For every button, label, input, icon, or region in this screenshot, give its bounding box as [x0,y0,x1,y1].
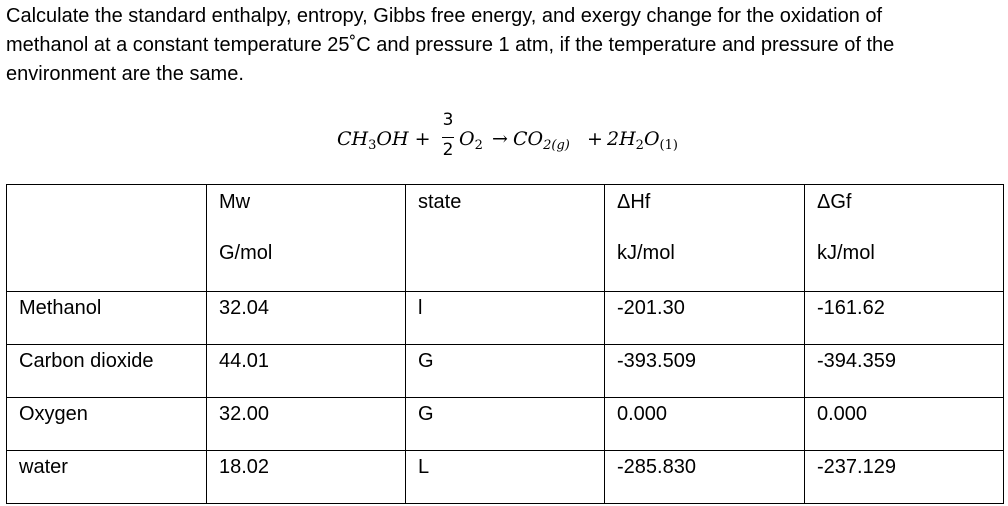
cell-dhf: -285.830 [605,451,805,504]
header-mw-unit: G/mol [219,242,273,264]
cell-mw: 44.01 [207,345,406,398]
cell-dgf: 0.000 [805,398,1004,451]
question-line-3: environment are the same. [6,63,244,85]
cell-state: l [406,292,605,345]
header-mw-label: Mw [219,191,251,213]
question-line-1: Calculate the standard enthalpy, entropy, Gibbs free energy, and exergy change for the oxidation of [6,5,883,27]
header-cell-dgf [805,185,1004,292]
cell-compound: Methanol [7,292,207,345]
reactant-methanol [337,128,431,153]
water-state: (1) [659,138,678,153]
coefficient-denominator: 2 [442,140,454,160]
oxygen-subscript: 2 [474,138,483,153]
oxygen-formula: O [459,128,475,150]
header-cell-blank [7,185,207,292]
header-cell-dhf [605,185,805,292]
question-text [6,2,1004,89]
water-formula-start: 2H [607,128,636,150]
reactant-oxygen [459,128,483,153]
table-header-row [7,185,1004,292]
header-dhf-unit: kJ/mol [617,242,675,264]
cell-mw: 32.00 [207,398,406,451]
header-dgf-unit: kJ/mol [817,242,875,264]
co2-formula: CO [513,128,544,150]
header-state-label: state [418,191,462,213]
header-cell-mw [207,185,406,292]
table-row [7,292,1004,345]
cell-dhf: -201.30 [605,292,805,345]
plus-sign: + [587,128,603,150]
table-row [7,398,1004,451]
question-line-2: methanol at a constant temperature 25˚C and pressure 1 atm, if the temperature and pressure of the [6,34,895,56]
header-dgf-label: ΔGf [817,191,852,213]
water-formula-end: O [643,128,660,150]
cell-dhf: -393.509 [605,345,805,398]
cell-state: L [406,451,605,504]
product-co2 [513,128,570,153]
reaction-arrow: → [492,128,508,150]
methanol-formula-end: OH + [376,128,431,150]
fraction-bar [442,137,454,138]
product-water [607,128,678,153]
header-cell-state [406,185,605,292]
coefficient-numerator: 3 [442,110,454,130]
cell-compound: Oxygen [7,398,207,451]
cell-mw: 32.04 [207,292,406,345]
cell-state: G [406,398,605,451]
header-dhf-label: ΔHf [617,191,651,213]
methanol-subscript: 3 [368,138,377,153]
cell-compound: Carbon dioxide [7,345,207,398]
water-subscript: 2 [635,138,644,153]
thermo-data-table [6,184,1004,504]
cell-dgf: -161.62 [805,292,1004,345]
cell-mw: 18.02 [207,451,406,504]
cell-compound: water [7,451,207,504]
table-row [7,451,1004,504]
cell-dgf: -394.359 [805,345,1004,398]
cell-dgf: -237.129 [805,451,1004,504]
table-row [7,345,1004,398]
co2-subscript: 2(g) [543,138,570,153]
cell-dhf: 0.000 [605,398,805,451]
cell-state: G [406,345,605,398]
methanol-formula-start: CH [337,128,369,150]
